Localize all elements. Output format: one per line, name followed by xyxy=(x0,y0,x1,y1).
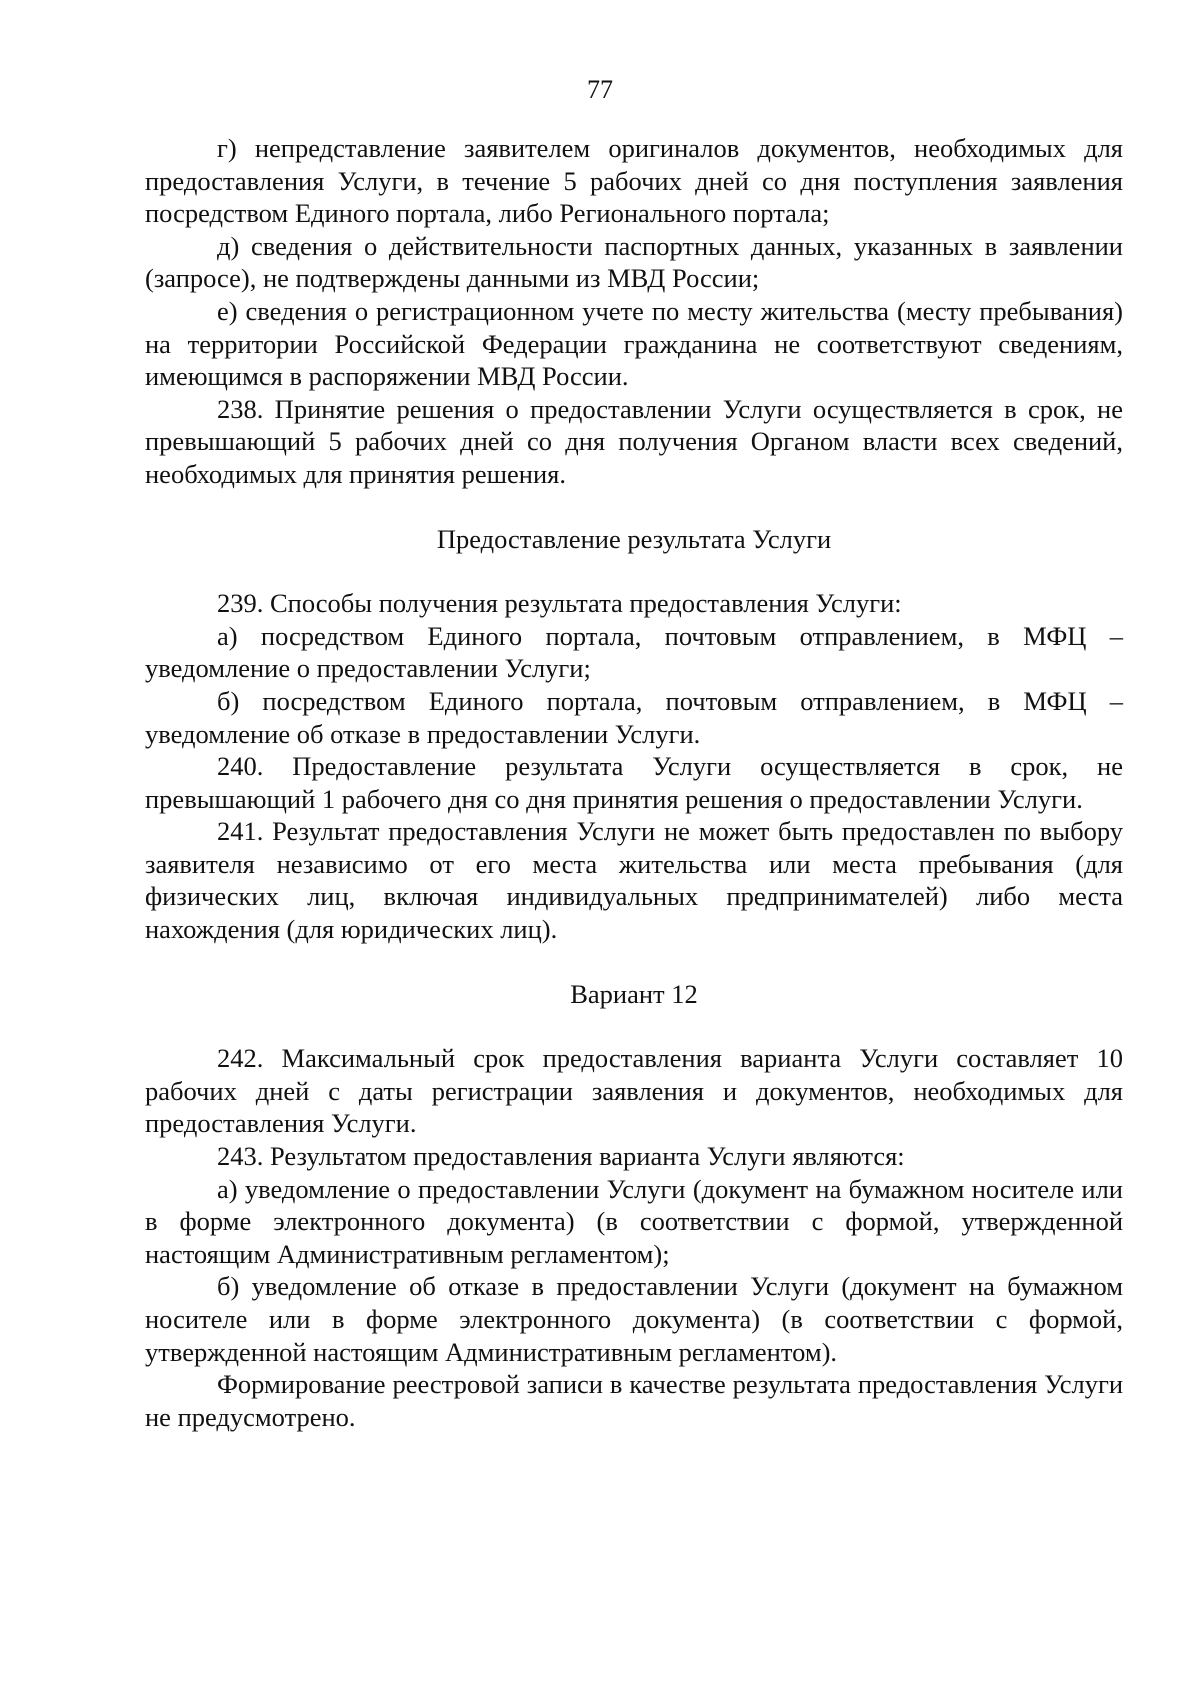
paragraph-238: 238. Принятие решения о предоставлении Услуги осуществляется в срок, не превышающий 5 рабочих дней со дня получения Органом власти всех сведений, необходимых для принятия решения. xyxy=(145,393,1123,489)
paragraph-243-b: б) уведомление об отказе в предоставлении Услуги (документ на бумажном носителе или в форме электронного документа) (в соответствии с формой, утвержденной настоящим Административным регламентом). xyxy=(145,1271,1123,1367)
paragraph-239-a: а) посредством Единого портала, почтовым отправлением, в МФЦ – уведомление о предоставлении Услуги; xyxy=(145,620,1123,684)
paragraph-240: 240. Предоставление результата Услуги осуществляется в срок, не превышающий 1 рабочего дня со дня принятия решения о предоставлении Услуги. xyxy=(145,751,1123,814)
paragraph-d-passport-data: д) сведения о действительности паспортных данных, указанных в заявлении (запросе), не подтверждены данными из МВД России; xyxy=(145,230,1123,294)
paragraph-239: 239. Способы получения результата предоставления Услуги: xyxy=(217,588,902,619)
paragraph-241: 241. Результат предоставления Услуги не может быть предоставлен по выбору заявителя независимо от его места жительства или места пребывания (для физических лиц, включая индивидуальных предпринимателей) либо места нахождения (для юридических лиц). xyxy=(145,816,1123,945)
section-heading-variant-12: Вариант 12 xyxy=(570,978,698,1009)
paragraph-registry-record: Формирование реестровой записи в качестве результата предоставления Услуги не предусмотрено. xyxy=(145,1369,1123,1432)
paragraph-243-a: а) уведомление о предоставлении Услуги (документ на бумажном носителе или в форме электронного документа) (в соответствии с формой, утвержденной настоящим Административным регламентом); xyxy=(145,1173,1123,1269)
paragraph-g-original-docs: г) непредставление заявителем оригиналов документов, необходимых для предоставления Услуги, в течение 5 рабочих дней со дня поступления заявления посредством Единого портала, либо Регионального портала; xyxy=(145,133,1123,229)
paragraph-239-b: б) посредством Единого портала, почтовым отправлением, в МФЦ – уведомление об отказе в предоставлении Услуги. xyxy=(145,685,1123,749)
document-body xyxy=(145,132,1123,1433)
paragraph-243: 243. Результатом предоставления варианта Услуги являются: xyxy=(217,1141,905,1172)
page-number: 77 xyxy=(587,75,613,104)
paragraph-e-registration: е) сведения о регистрационном учете по месту жительства (месту пребывания) на территории Российской Федерации гражданина не соответствуют сведениям, имеющимся в распоряжении МВД России. xyxy=(145,295,1123,392)
paragraph-242: 242. Максимальный срок предоставления варианта Услуги составляет 10 рабочих дней с даты регистрации заявления и документов, необходимых для предоставления Услуги. xyxy=(145,1043,1123,1139)
section-heading-result: Предоставление результата Услуги xyxy=(436,523,832,554)
